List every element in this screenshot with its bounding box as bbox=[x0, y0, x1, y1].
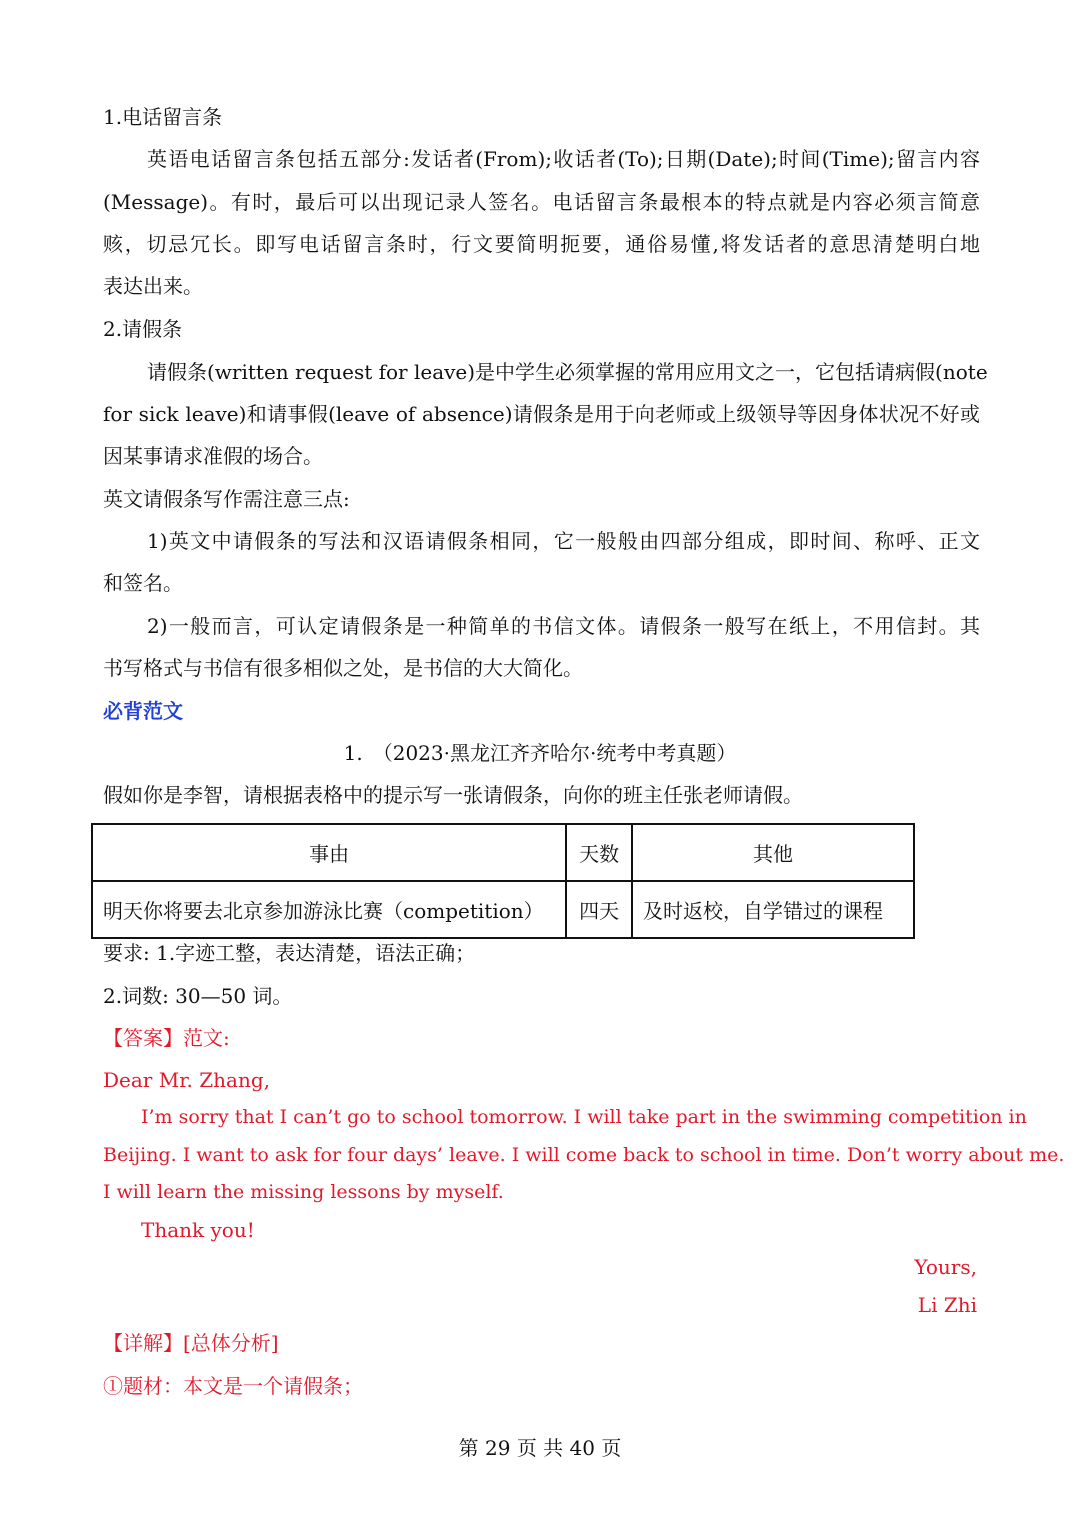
paragraph-line: (Message)。有时，最后可以出现记录人签名。电话留言条最根本的特点就是内容必须言简意 bbox=[103, 190, 980, 214]
letter-body-line: Beijing. I want to ask for four days’ leave. I will come back to school in time. Don’t worry about me. bbox=[103, 1144, 1065, 1166]
analysis-label: 【详解】[总体分析] bbox=[103, 1331, 279, 1355]
table-cell: 及时返校，自学错过的课程 bbox=[632, 881, 914, 938]
table-header-cell: 其他 bbox=[632, 824, 914, 881]
paragraph-line: 表达出来。 bbox=[103, 274, 203, 298]
note-line: 2)一般而言，可认定请假条是一种简单的书信文体。请假条一般写在纸上，不用信封。其 bbox=[147, 614, 980, 638]
question-title: 1. （2023·黑龙江齐齐哈尔·统考中考真题） bbox=[343, 741, 737, 765]
page-number-footer: 第 29 页 共 40 页 bbox=[458, 1436, 622, 1460]
note-line: 1)英文中请假条的写法和汉语请假条相同，它一般般由四部分组成，即时间、称呼、正文 bbox=[147, 529, 980, 553]
table-header-cell: 天数 bbox=[566, 824, 632, 881]
paragraph-line: for sick leave)和请事假(leave of absence)请假条是用于向老师或上级领导等因身体状况不好或 bbox=[103, 402, 980, 426]
letter-thanks: Thank you! bbox=[141, 1218, 255, 1242]
requirement-line: 要求: 1.字迹工整，表达清楚，语法正确； bbox=[103, 941, 476, 965]
notes-title: 英文请假条写作需注意三点: bbox=[103, 487, 350, 511]
table-header-row bbox=[92, 824, 914, 881]
table-row bbox=[92, 881, 914, 938]
requirements-table bbox=[91, 823, 915, 939]
question-prompt: 假如你是李智，请根据表格中的提示写一张请假条，向你的班主任张老师请假。 bbox=[103, 783, 803, 807]
letter-body-line: I will learn the missing lessons by myself. bbox=[103, 1181, 504, 1203]
note-line: 和签名。 bbox=[103, 571, 183, 595]
letter-body-line: I’m sorry that I can’t go to school tomorrow. I will take part in the swimming competition in bbox=[141, 1106, 1027, 1128]
requirement-line: 2.词数: 30—50 词。 bbox=[103, 984, 293, 1008]
paragraph-line: 赅，切忌冗长。即写电话留言条时，行文要简明扼要，通俗易懂,将发话者的意思清楚明白地 bbox=[103, 232, 980, 256]
analysis-point: ①题材：本文是一个请假条； bbox=[103, 1374, 363, 1398]
table-cell: 四天 bbox=[566, 881, 632, 938]
paragraph-line: 因某事请求准假的场合。 bbox=[103, 444, 323, 468]
letter-signature: Li Zhi bbox=[917, 1293, 977, 1317]
table-cell: 明天你将要去北京参加游泳比赛（competition） bbox=[92, 881, 566, 938]
table-header-cell: 事由 bbox=[92, 824, 566, 881]
answer-label: 【答案】范文: bbox=[103, 1026, 230, 1050]
section-heading-phone-message: 1.电话留言条 bbox=[103, 105, 223, 129]
letter-salutation: Dear Mr. Zhang, bbox=[103, 1068, 271, 1092]
sample-heading: 必背范文 bbox=[103, 699, 183, 723]
letter-closing: Yours, bbox=[914, 1255, 977, 1279]
paragraph-line: 英语电话留言条包括五部分:发话者(From);收话者(To);日期(Date);时间(Time);留言内容 bbox=[147, 147, 980, 171]
note-line: 书写格式与书信有很多相似之处，是书信的大大简化。 bbox=[103, 656, 583, 680]
section-heading-leave-note: 2.请假条 bbox=[103, 317, 183, 341]
paragraph-line: 请假条(written request for leave)是中学生必须掌握的常用应用文之一，它包括请病假(note bbox=[147, 360, 988, 384]
